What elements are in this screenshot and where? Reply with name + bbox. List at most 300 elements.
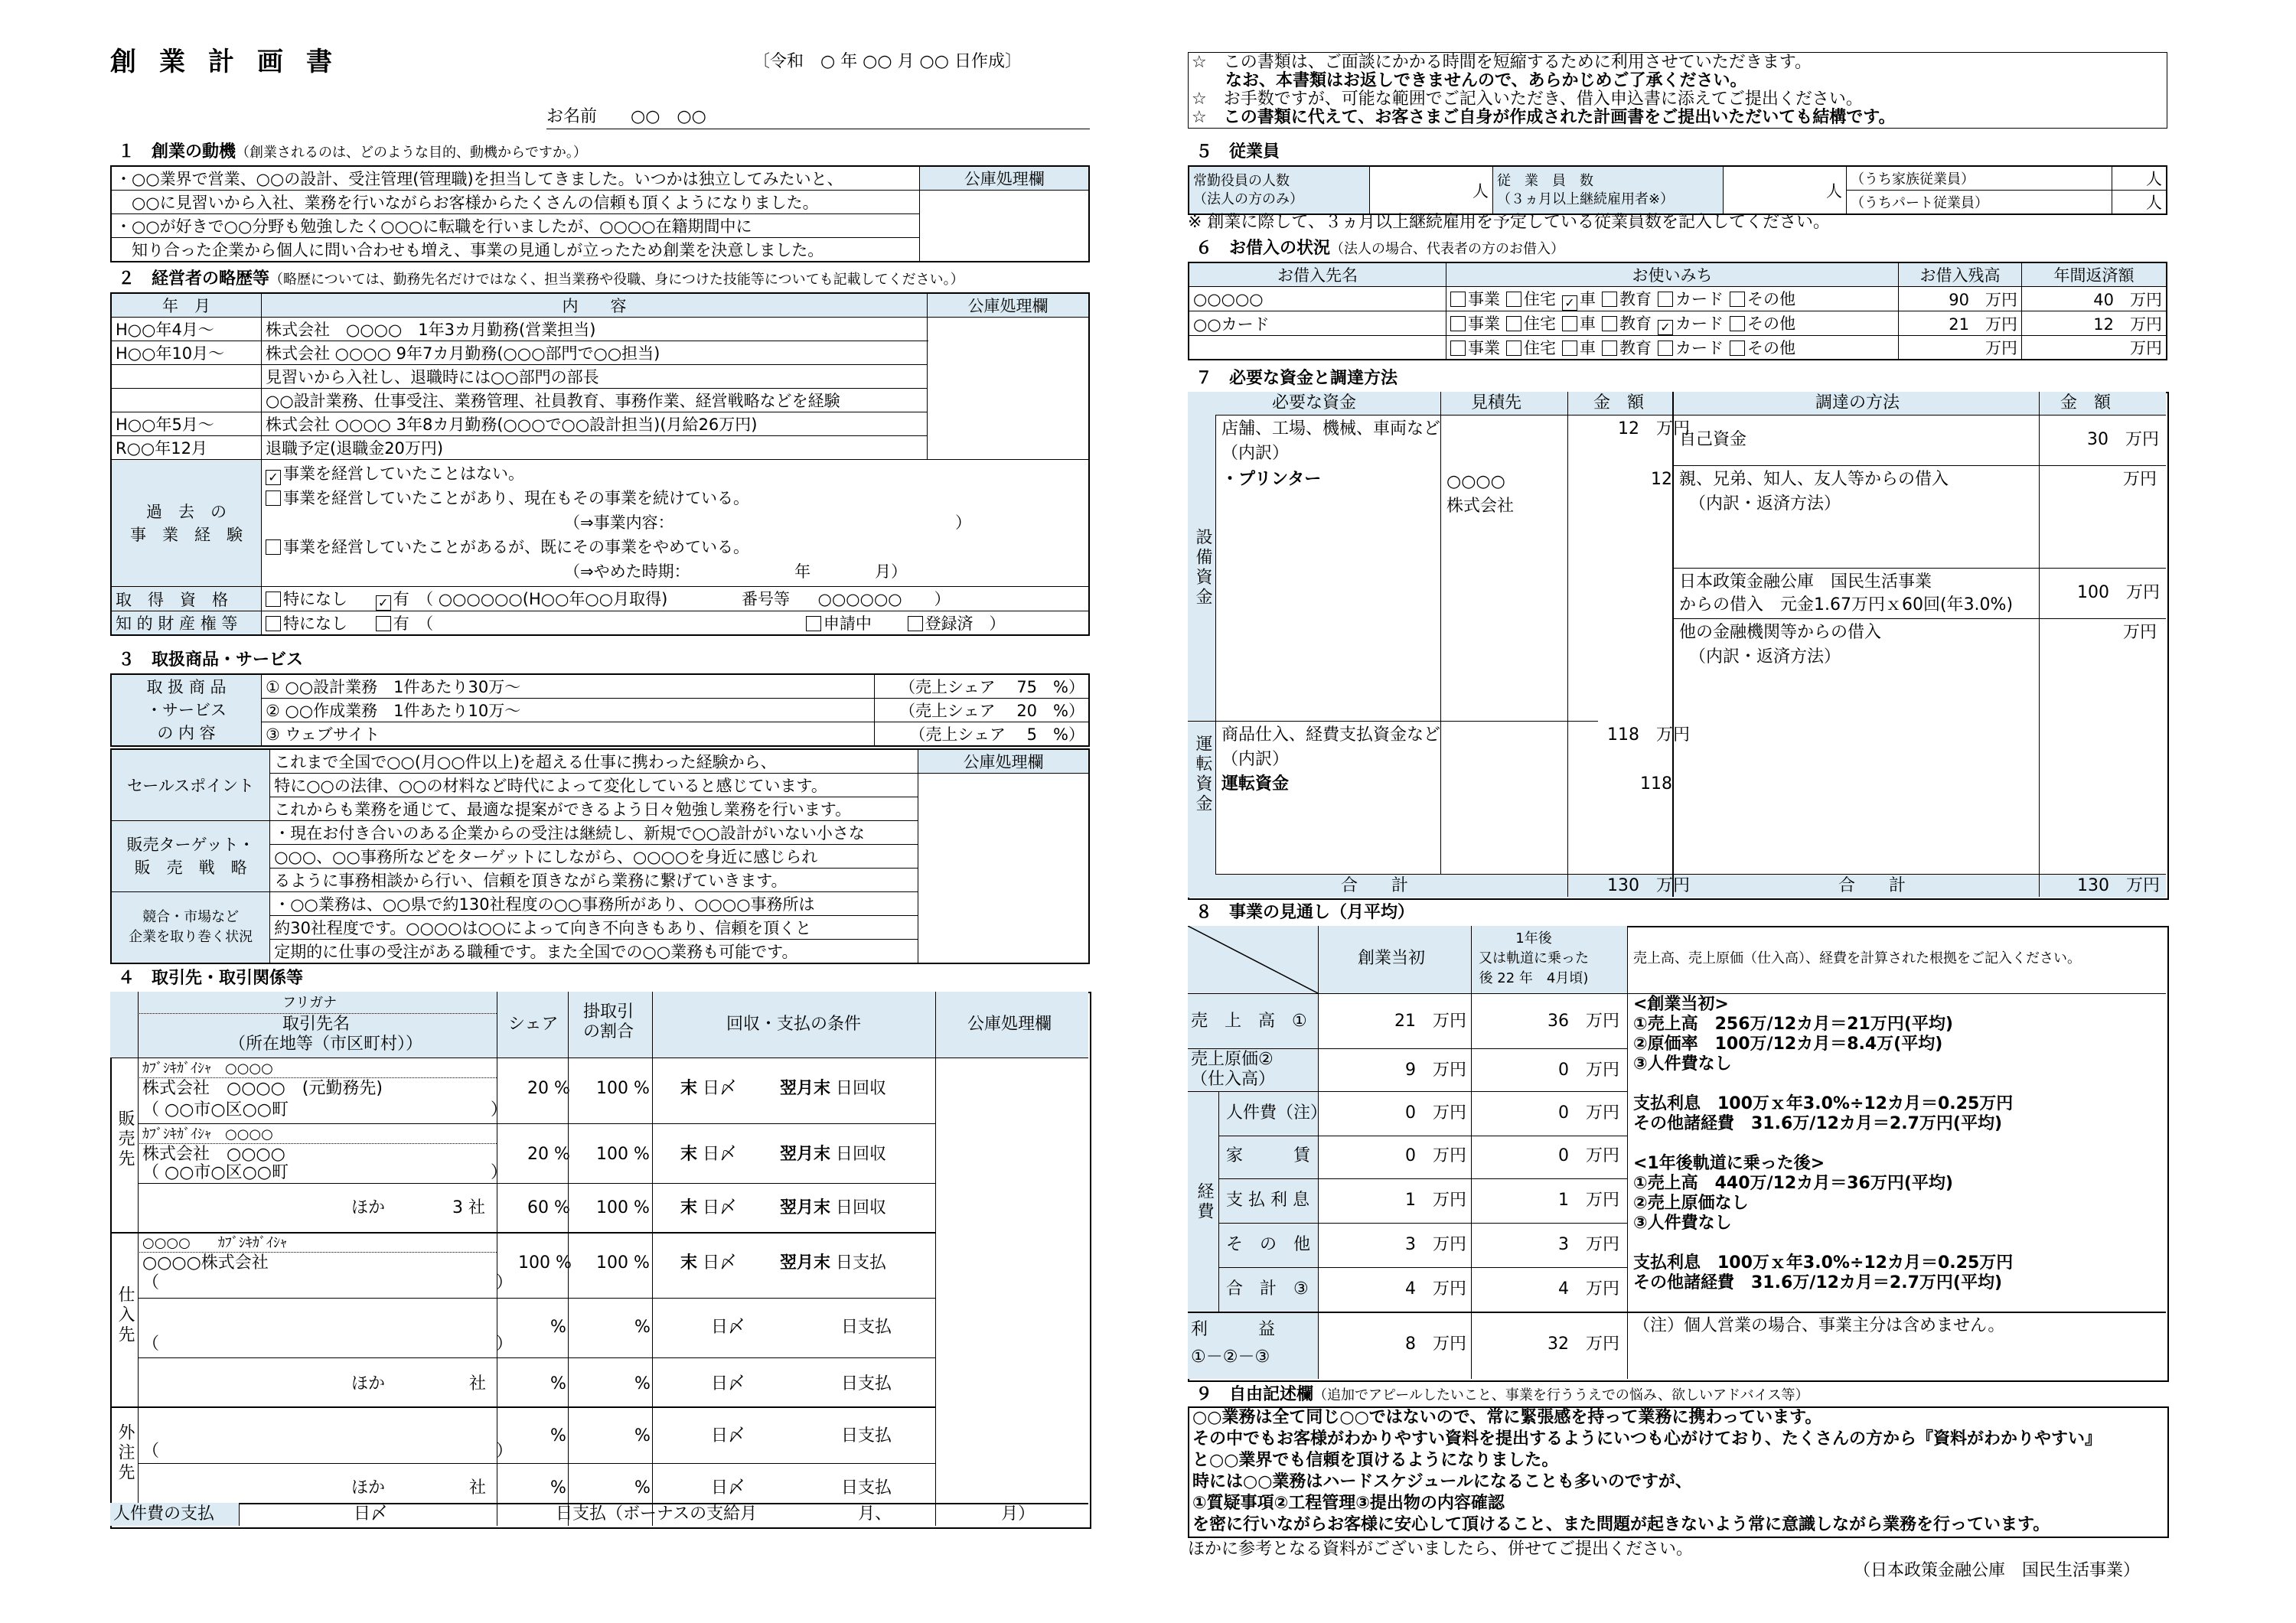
row-rent-label: 家 賃 — [1226, 1146, 1311, 1165]
career-year[interactable] — [111, 389, 262, 412]
jfc-loan-amount[interactable]: 100 万円 — [2077, 583, 2161, 602]
basis-line: ①売上高 440万/12カ月＝36万円(平均) — [1633, 1174, 1953, 1193]
sec1-line[interactable]: ・○○業界で営業、○○の設計、受注管理(管理職)を担当してきました。いつかは独立してみたいと、 — [111, 166, 920, 191]
sec6-table — [1188, 262, 2167, 360]
career-year[interactable] — [111, 365, 262, 389]
target-label: 販売ターゲット・ 販 売 戦 略 — [111, 821, 270, 892]
equipment-heading: 店舗、工場、機械、車両など — [1221, 419, 1441, 438]
past-option-none[interactable]: ✓ 事業を経営していたことはない。 — [266, 461, 1084, 486]
sales-point-line[interactable]: 特に○○の法律、○○の材料など時代によって変化していると感じています。 — [270, 774, 918, 797]
note-line: ☆ お手数ですが、可能な範囲でご記入いただき、借入申込書に添えてご提出ください。 — [1192, 90, 1863, 109]
employees-count[interactable]: 人 — [1724, 166, 1847, 214]
loan-use-option[interactable] — [1730, 290, 1795, 308]
office-use-label: 公庫処理欄 — [928, 293, 1090, 318]
loan-use-option[interactable] — [1562, 339, 1596, 357]
partner-credit[interactable]: 100 % — [596, 1198, 650, 1217]
checkbox-checked-icon[interactable]: ✓ — [1562, 295, 1577, 311]
past-business-label: 過 去 の 事 業 経 験 — [111, 460, 262, 587]
checkbox-icon[interactable] — [1506, 292, 1521, 307]
sec7-frame — [1188, 392, 2169, 900]
office-use-cell — [920, 191, 1089, 262]
product-item[interactable]: ③ ウェブサイト — [262, 722, 875, 747]
partner-close[interactable]: 末 日〆 — [680, 1079, 737, 1098]
required-total[interactable]: 130 万円 — [1607, 876, 1691, 895]
equipment-breakdown-label: （内訳） — [1221, 444, 1290, 463]
loan-lender[interactable]: ○○○○○ — [1189, 287, 1446, 311]
partner-close[interactable]: 末 日〆 — [680, 1145, 737, 1164]
partner-share[interactable]: % — [550, 1374, 566, 1393]
after-rent[interactable]: 0 万円 — [1558, 1146, 1620, 1165]
required-total-label: 合 計 — [1341, 876, 1409, 895]
loan-balance[interactable]: 万円 — [1899, 336, 2022, 360]
partner-pay[interactable]: 翌月末 日支払 — [780, 1253, 887, 1273]
loan-repayment[interactable]: 万円 — [2022, 336, 2167, 360]
checkbox-icon[interactable] — [376, 616, 391, 631]
past-business-content: （⇒事業内容： ） — [564, 513, 972, 532]
basis-line: 支払利息 100万ｘ年3.0%÷12カ月＝0.25万円 — [1633, 1253, 2014, 1273]
sec8-note: （注）個人営業の場合、事業主分は含めません。 — [1633, 1316, 2005, 1335]
loan-use-label: カード — [1675, 314, 1724, 333]
checkbox-icon[interactable] — [1506, 316, 1521, 331]
after-sales[interactable]: 36 万円 — [1548, 1012, 1620, 1031]
family-loan-breakdown: （内訳・返済方法） — [1689, 494, 1841, 513]
start-sales[interactable]: 21 万円 — [1394, 1012, 1467, 1031]
sec1-line[interactable]: ○○に見習いから入社、業務を行いながらお客様からたくさんの信頼も頂くようになりました。 — [111, 191, 920, 214]
equipment-item-amount[interactable]: 12 — [1651, 470, 1672, 489]
issuer: （日本政策金融公庫 国民生活事業） — [1854, 1561, 2141, 1580]
labor-payment-terms[interactable]: 日〆 日支払（ボーナスの支給月 月、 月） — [354, 1504, 1035, 1524]
after-cost[interactable]: 0 万円 — [1558, 1061, 1620, 1080]
row-sales-label: 売 上 高 ① — [1191, 1012, 1307, 1031]
loan-lender[interactable] — [1189, 336, 1446, 360]
funding-total[interactable]: 130 万円 — [2077, 876, 2161, 895]
checkbox-icon[interactable] — [266, 539, 281, 555]
family-employees-count[interactable]: 人 — [2112, 166, 2167, 191]
col-balance: お借入残高 — [1899, 262, 2022, 287]
partner-share[interactable]: 60 % — [527, 1198, 570, 1217]
checkbox-icon[interactable] — [1730, 341, 1745, 356]
basis-line: ③人件費なし — [1633, 1214, 1732, 1233]
loan-use-option[interactable] — [1602, 339, 1652, 357]
basis-line — [1633, 1134, 2161, 1154]
loan-use-label: 車 — [1580, 290, 1596, 308]
loan-repayment[interactable]: 40 万円 — [2022, 287, 2167, 311]
checkbox-icon[interactable] — [1730, 292, 1745, 307]
loan-lender[interactable]: ○○カード — [1189, 311, 1446, 336]
col-content: 内 容 — [262, 293, 928, 318]
equipment-funds-label: 設備資金 — [1193, 528, 1212, 608]
furigana-header: フリガナ — [282, 995, 338, 1011]
loan-use-label: 事業 — [1468, 290, 1500, 308]
loan-use-label: 住宅 — [1524, 290, 1556, 308]
notes-box — [1188, 52, 2167, 129]
row-labor-label: 人件費（注） — [1226, 1103, 1328, 1123]
sec1-line[interactable]: 知り合った企業から個人に問い合わせも増え、事業の見通しが立ったため創業を決意しました。 — [111, 238, 920, 262]
partner-kana[interactable]: ○○○○ ｶﾌﾞｼｷｶﾞｲｼｬ — [142, 1235, 287, 1251]
sales-point-line[interactable]: これまで全国で○○(月○○件以上)を超える仕事に携わった経験から、 — [270, 749, 918, 774]
product-item[interactable]: ② ○○作成業務 1件あたり10万～ — [262, 699, 875, 722]
checkbox-checked-icon[interactable]: ✓ — [376, 595, 391, 611]
loan-uses — [1446, 336, 1899, 360]
row-other-label: そ の 他 — [1226, 1235, 1311, 1254]
qualification-number[interactable]: ○○○○○○ ） — [817, 590, 951, 608]
other-bank-loan-amount[interactable]: 万円 — [2123, 623, 2157, 642]
partner-share[interactable]: 20 % — [527, 1145, 570, 1164]
sec3-detail-table — [110, 748, 1090, 964]
col-amount: 金 額 — [1593, 393, 1645, 412]
col-repayment: 年間返済額 — [2022, 262, 2167, 287]
loan-use-option[interactable] — [1506, 290, 1556, 308]
loan-balance[interactable]: 21 万円 — [1899, 311, 2022, 336]
basis-line — [1633, 1074, 2161, 1094]
basis-line: <創業当初> — [1633, 995, 1729, 1014]
working-funds-label: 運転資金 — [1193, 735, 1212, 814]
loan-use-option[interactable] — [1602, 290, 1652, 308]
start-interest[interactable]: 1 万円 — [1405, 1191, 1467, 1210]
col-required-funds: 必要な資金 — [1272, 393, 1357, 412]
competition-line[interactable]: 約30社程度です。○○○○は○○によって向き不向きもあり、信頼を頂くと — [270, 916, 918, 940]
target-line[interactable]: ・現在お付き合いのある企業からの受注は継続し、新規で○○設計がいない小さな — [270, 821, 918, 845]
partner-close[interactable]: 日〆 — [711, 1426, 745, 1445]
career-year[interactable]: R○○年12月 — [111, 436, 262, 460]
sec2-table — [110, 292, 1090, 636]
equipment-quote-source[interactable]: ○○○○ 株式会社 — [1446, 472, 1515, 516]
checkbox-checked-icon[interactable]: ✓ — [1658, 320, 1673, 335]
checkbox-icon[interactable] — [1602, 316, 1617, 331]
row-interest-label: 支 払 利 息 — [1226, 1191, 1309, 1210]
partner-close[interactable]: 日〆 — [711, 1318, 745, 1337]
product-share[interactable]: （売上シェア 75 %） — [875, 674, 1090, 699]
loan-use-label: 車 — [1580, 339, 1596, 357]
loan-use-option[interactable] — [1450, 290, 1500, 308]
sec9-title: ９ 自由記述欄（追加でアピールしたいこと、事業を行ううえでの悩み、欲しいアドバイス等） — [1195, 1385, 1809, 1404]
family-loan-amount[interactable]: 万円 — [2123, 470, 2157, 489]
purchase-partners-label: 仕入先 — [116, 1286, 135, 1345]
col-basis: 売上高、売上原価（仕入高）、経費を計算された根拠をご記入ください。 — [1633, 950, 2081, 966]
product-share[interactable]: （売上シェア 5 %） — [875, 722, 1090, 747]
loan-use-label: カード — [1675, 339, 1724, 357]
basis-line: 支払利息 100万ｘ年3.0%÷12カ月＝0.25万円 — [1633, 1094, 2014, 1113]
partner-pay[interactable]: 日支払 — [841, 1374, 892, 1393]
career-content[interactable]: 見習いから入社し、退職時には○○部門の部長 — [262, 365, 928, 389]
checkbox-icon[interactable] — [1730, 316, 1745, 331]
career-year[interactable]: H○○年4月～ — [111, 318, 262, 341]
partner-pay[interactable]: 翌月末 日回収 — [780, 1198, 887, 1217]
partner-address[interactable]: （ ○○市○区○○町 ） — [142, 1163, 507, 1182]
start-other[interactable]: 3 万円 — [1405, 1235, 1467, 1254]
career-content[interactable]: ○○設計業務、仕事受注、業務管理、社員教育、事務作業、経営戦略などを経験 — [262, 389, 928, 412]
free-text-line: ○○業務は全て同じ○○ではないので、常に緊張感を持って業務に携わっています。 — [1192, 1408, 1822, 1427]
loan-uses — [1446, 311, 1899, 336]
checkbox-icon[interactable] — [1450, 341, 1466, 356]
sec6-title: ６ お借入の状況（法人の場合、代表者の方のお借入） — [1195, 239, 1565, 258]
office-use-cell — [918, 774, 1089, 964]
ip-label: 知 的 財 産 権 等 — [111, 611, 262, 636]
career-content[interactable]: 株式会社 ○○○○ 3年8カ月勤務(○○○で○○設計担当)(月給26万円) — [262, 412, 928, 436]
loan-use-option[interactable] — [1730, 339, 1795, 357]
free-text-line: と○○業界でも信頼を頂けるようになりました。 — [1192, 1451, 1559, 1470]
loan-use-label: 教育 — [1619, 314, 1652, 333]
family-loan-label: 親、兄弟、知人、友人等からの借入 — [1679, 470, 1949, 489]
loan-use-label: 事業 — [1468, 339, 1500, 357]
checkbox-icon[interactable] — [1562, 316, 1577, 331]
partner-pay[interactable]: 翌月末 日回収 — [780, 1079, 887, 1098]
sales-partners-label: 販売先 — [116, 1110, 135, 1169]
checkbox-icon[interactable] — [266, 490, 281, 506]
col-use: お使いみち — [1446, 262, 1899, 287]
partner-name[interactable]: 株式会社 ○○○○ (元勤務先) — [142, 1079, 383, 1098]
partner-close[interactable]: 日〆 — [711, 1374, 745, 1393]
col-partner-name: 取引先名 — [282, 1015, 351, 1034]
product-share[interactable]: （売上シェア 20 %） — [875, 699, 1090, 722]
basis-line — [1633, 1234, 2161, 1253]
col-terms: 回収・支払の条件 — [726, 1015, 862, 1034]
loan-use-option[interactable] — [1506, 339, 1556, 357]
sec1-line[interactable]: ・○○が好きで○○分野も勉強したく○○○に転職を行いましたが、○○○○在籍期間中に — [111, 214, 920, 238]
loan-uses — [1446, 287, 1899, 311]
col-at-start: 創業当初 — [1358, 949, 1426, 968]
career-content[interactable]: 退職予定(退職金20万円) — [262, 436, 928, 460]
after-other[interactable]: 3 万円 — [1558, 1235, 1620, 1254]
col-credit-ratio: 掛取引 の割合 — [583, 1002, 634, 1041]
product-item[interactable]: ① ○○設計業務 1件あたり30万～ — [262, 674, 875, 699]
partner-name[interactable]: 株式会社 ○○○○ — [142, 1145, 285, 1164]
competition-line[interactable]: 定期的に仕事の受注がある職種です。また全国での○○業務も可能です。 — [270, 940, 918, 964]
partner-credit[interactable]: % — [634, 1478, 651, 1498]
loan-use-option[interactable] — [1730, 314, 1795, 333]
col-partner-address: （所在地等（市区町村）） — [229, 1035, 423, 1054]
partner-name[interactable]: ○○○○株式会社 — [142, 1253, 269, 1273]
partner-share[interactable]: 20 % — [527, 1079, 570, 1098]
checkbox-icon[interactable] — [1658, 292, 1673, 307]
free-text-line: 時には○○業務はハードスケジュールになることも多いのですが、 — [1192, 1472, 1692, 1491]
start-profit[interactable]: 8 万円 — [1405, 1335, 1467, 1354]
career-year[interactable]: H○○年10月～ — [111, 341, 262, 365]
col-after-one-year: 1年後 又は軌道に乗った 後 22 年 4月頃) — [1479, 930, 1589, 986]
loan-use-label: カード — [1675, 290, 1724, 308]
partner-credit[interactable]: 100 % — [596, 1253, 650, 1273]
labor-payment-label: 人件費の支払 — [113, 1504, 215, 1524]
past-option-closed[interactable]: 事業を経営していたことがあるが、既にその事業をやめている。 — [266, 535, 1084, 559]
partner-others[interactable]: ほか 3 社 — [351, 1198, 485, 1217]
sec1-title: １ 創業の動機（創業されるのは、どのような目的、動機からですか。） — [118, 142, 587, 161]
jfc-loan-terms[interactable]: からの借入 元金1.67万円ｘ60回(年3.0%) — [1679, 595, 2014, 614]
checkbox-icon[interactable] — [806, 616, 821, 631]
sec5-table — [1188, 165, 2167, 215]
loan-use-label: その他 — [1747, 314, 1795, 333]
partner-kana[interactable]: ｶﾌﾞｼｷｶﾞｲｼｬ ○○○○ — [142, 1126, 273, 1142]
target-line[interactable]: ○○○、○○事務所などをターゲットにしながら、○○○○を身近に感じられ — [270, 845, 918, 869]
basis-text[interactable] — [1633, 995, 2161, 1293]
checkbox-icon[interactable] — [1450, 316, 1466, 331]
sec3-title: ３ 取扱商品・サービス — [118, 650, 304, 670]
qualification-row: 特になし ✓ 有 （ ○○○○○○(H○○年○○月取得) 番号等 ○○○○○○ ） — [262, 587, 1090, 611]
after-interest[interactable]: 1 万円 — [1558, 1191, 1620, 1210]
employees-label: 従 業 員 数 （３ヵ月以上継続雇用者※） — [1493, 166, 1724, 214]
checkbox-icon[interactable] — [266, 616, 281, 631]
working-total[interactable]: 118 万円 — [1607, 725, 1691, 745]
checkbox-icon[interactable] — [1562, 341, 1577, 356]
partner-close[interactable]: 日〆 — [711, 1478, 745, 1498]
checkbox-icon[interactable] — [1658, 341, 1673, 356]
partner-share[interactable]: % — [550, 1318, 566, 1337]
partner-address[interactable]: （ ） — [142, 1442, 514, 1461]
partner-share[interactable]: % — [550, 1478, 566, 1498]
sales-point-line[interactable]: これからも業務を通じて、最適な提案ができるよう日々勉強し業務を行います。 — [270, 797, 918, 821]
ip-row: 特になし 有 （ 申請中 登録済 ） — [262, 611, 1090, 636]
partner-close[interactable]: 末 日〆 — [680, 1198, 737, 1217]
name-label: お名前 — [546, 107, 598, 126]
past-option-continuing[interactable]: 事業を経営していたことがあり、現在もその事業を続けている。 — [266, 486, 1084, 510]
officers-count[interactable]: 人 — [1370, 166, 1493, 214]
partner-pay[interactable]: 日支払 — [841, 1478, 892, 1498]
other-bank-loan-breakdown: （内訳・返済方法） — [1689, 647, 1841, 666]
loan-use-option[interactable] — [1602, 314, 1652, 333]
right-column — [1188, 0, 2169, 1623]
partner-address[interactable]: （ ） — [142, 1273, 514, 1292]
checkbox-icon[interactable] — [1602, 292, 1617, 307]
career-year[interactable]: H○○年5月～ — [111, 412, 262, 436]
row-expense-total-label: 合 計 ③ — [1226, 1279, 1309, 1299]
loan-use-label: 住宅 — [1524, 339, 1556, 357]
partner-address[interactable]: （ ○○市○区○○町 ） — [142, 1100, 507, 1119]
checkbox-icon[interactable] — [908, 616, 923, 631]
partner-others[interactable]: ほか 社 — [351, 1374, 487, 1393]
funding-total-label: 合 計 — [1838, 876, 1906, 895]
sec1-table — [110, 165, 1090, 262]
loan-use-option[interactable] — [1658, 339, 1724, 357]
partner-credit[interactable]: 100 % — [596, 1079, 650, 1098]
expenses-label: 経費 — [1195, 1182, 1214, 1222]
working-item-amount[interactable]: 118 — [1640, 774, 1672, 794]
loan-use-label: その他 — [1747, 290, 1795, 308]
office-use-label: 公庫処理欄 — [920, 166, 1089, 191]
start-rent[interactable]: 0 万円 — [1405, 1146, 1467, 1165]
qualification-label: 取 得 資 格 — [111, 587, 262, 611]
col-share: シェア — [508, 1015, 559, 1034]
office-use-label: 公庫処理欄 — [967, 1015, 1052, 1034]
note-line: ☆ この書類は、ご面談にかかる時間を短縮するために利用させていただきます。 — [1192, 53, 1812, 72]
loan-use-option[interactable] — [1658, 290, 1724, 308]
row-profit-label: 利 益 ①－②－③ — [1191, 1320, 1276, 1367]
after-expense-total[interactable]: 4 万円 — [1558, 1279, 1620, 1299]
partner-credit[interactable]: % — [634, 1426, 651, 1445]
loan-use-label: 住宅 — [1524, 314, 1556, 333]
partner-share[interactable]: % — [550, 1426, 566, 1445]
equipment-item[interactable]: ・プリンター — [1221, 470, 1322, 489]
left-column — [110, 0, 1090, 1623]
loan-use-option[interactable] — [1450, 339, 1500, 357]
checkbox-icon[interactable] — [1506, 341, 1521, 356]
sec8-title: ８ 事業の見通し（月平均） — [1195, 903, 1415, 922]
attachment-note: ほかに参考となる資料がございましたら、併せてご提出ください。 — [1188, 1540, 1694, 1559]
loan-use-label: 車 — [1580, 314, 1596, 333]
diagonal-line-icon — [1188, 926, 1318, 993]
after-profit[interactable]: 32 万円 — [1548, 1335, 1620, 1354]
name-value: ○○ ○○ — [631, 107, 706, 126]
own-funds-label: 自己資金 — [1679, 430, 1747, 449]
start-cost[interactable]: 9 万円 — [1405, 1061, 1467, 1080]
basis-line: ①売上高 256万/12カ月＝21万円(平均) — [1633, 1015, 1953, 1034]
loan-balance[interactable]: 90 万円 — [1899, 287, 2022, 311]
after-labor[interactable]: 0 万円 — [1558, 1103, 1620, 1123]
col-lender: お借入先名 — [1189, 262, 1446, 287]
partner-pay[interactable]: 日支払 — [841, 1426, 892, 1445]
checkbox-icon[interactable] — [1602, 341, 1617, 356]
loan-use-option[interactable] — [1562, 314, 1596, 333]
other-bank-loan-label: 他の金融機関等からの借入 — [1679, 623, 1882, 642]
loan-use-option[interactable] — [1658, 314, 1724, 333]
sec2-title: ２ 経営者の略歴等（略歴については、勤務先名だけではなく、担当業務や役職、身につけた技能等についても記載してください。） — [118, 269, 964, 288]
start-expense-total[interactable]: 4 万円 — [1405, 1279, 1467, 1299]
free-text-line: その中でもお客様がわかりやすい資料を提出するようにいつも心がけており、たくさんの方から『資料がわかりやすい』 — [1192, 1429, 2102, 1449]
basis-line: ②売上原価なし — [1633, 1194, 1749, 1213]
loan-use-label: 事業 — [1468, 314, 1500, 333]
col-year: 年 月 — [111, 293, 262, 318]
working-heading: 商品仕入、経費支払資金など — [1221, 725, 1441, 745]
outsource-partners-label: 外注先 — [116, 1423, 135, 1483]
page-title: 創業計画書 — [110, 47, 355, 77]
own-funds[interactable]: 30 万円 — [2087, 430, 2160, 449]
loan-use-option[interactable] — [1562, 290, 1596, 308]
part-employees-count[interactable]: 人 — [2112, 191, 2167, 215]
start-labor[interactable]: 0 万円 — [1405, 1103, 1467, 1123]
partner-credit[interactable]: 100 % — [596, 1145, 650, 1164]
family-employees-label: （うち家族従業員） — [1847, 166, 2112, 191]
col-quote-source: 見積先 — [1471, 393, 1522, 412]
target-line[interactable]: るように事務相談から行い、信頼を頂きながら業務に繋げていきます。 — [270, 869, 918, 892]
basis-line: <1年後軌道に乗った後> — [1633, 1154, 1825, 1173]
competition-label: 競合・市場など 企業を取り巻く状況 — [111, 892, 270, 964]
loan-repayment[interactable]: 12 万円 — [2022, 311, 2167, 336]
qualification-value[interactable]: 有 （ ○○○○○○(H○○年○○月取得) — [393, 590, 668, 608]
basis-line: ②原価率 100万/12カ月＝8.4万(平均) — [1633, 1035, 1943, 1054]
loan-use-option[interactable] — [1450, 314, 1500, 333]
loan-use-label: 教育 — [1619, 339, 1652, 357]
partner-others[interactable]: ほか 社 — [351, 1478, 487, 1498]
past-business-end-date: （⇒やめた時期： 年 月） — [564, 562, 908, 581]
partner-credit[interactable]: % — [634, 1374, 651, 1393]
sec3-table — [110, 673, 1090, 747]
partner-credit[interactable]: % — [634, 1318, 651, 1337]
past-business-options — [262, 460, 1090, 587]
checkbox-icon[interactable] — [266, 592, 281, 607]
sec4-title: ４ 取引先・取引関係等 — [118, 969, 304, 988]
checkbox-checked-icon[interactable]: ✓ — [266, 470, 281, 485]
partner-share[interactable]: 100 % — [518, 1253, 572, 1273]
career-content[interactable]: 株式会社 ○○○○ 1年3カ月勤務(営業担当) — [262, 318, 928, 341]
partner-close[interactable]: 末 日〆 — [680, 1253, 737, 1273]
working-item[interactable]: 運転資金 — [1221, 774, 1290, 794]
partner-pay[interactable]: 翌月末 日回収 — [780, 1145, 887, 1164]
partner-pay[interactable]: 日支払 — [841, 1318, 892, 1337]
office-use-cell — [928, 318, 1090, 460]
loan-use-option[interactable] — [1506, 314, 1556, 333]
col-amount-2: 金 額 — [2060, 393, 2112, 412]
jfc-loan-label: 日本政策金融公庫 国民生活事業 — [1679, 572, 1932, 592]
free-text-box[interactable] — [1188, 1406, 2169, 1538]
officers-label: 常勤役員の人数 （法人の方のみ） — [1189, 166, 1370, 214]
working-breakdown-label: （内訳） — [1221, 750, 1290, 769]
partner-address[interactable]: （ ） — [142, 1335, 514, 1354]
career-content[interactable]: 株式会社 ○○○○ 9年7カ月勤務(○○○部門で○○担当) — [262, 341, 928, 365]
competition-line[interactable]: ・○○業務は、○○県で約130社程度の○○事務所があり、○○○○事務所は — [270, 892, 918, 916]
part-employees-label: （うちパート従業員） — [1847, 191, 2112, 215]
free-text-line: を密に行いながらお客様に安心して頂けること、また問題が起きないよう常に意識しながら業務を行っています。 — [1192, 1515, 2050, 1534]
equipment-total[interactable]: 12 万円 — [1618, 419, 1691, 438]
checkbox-icon[interactable] — [1450, 292, 1466, 307]
partner-kana[interactable]: ｶﾌﾞｼｷｶﾞｲｼｬ ○○○○ — [142, 1061, 273, 1077]
